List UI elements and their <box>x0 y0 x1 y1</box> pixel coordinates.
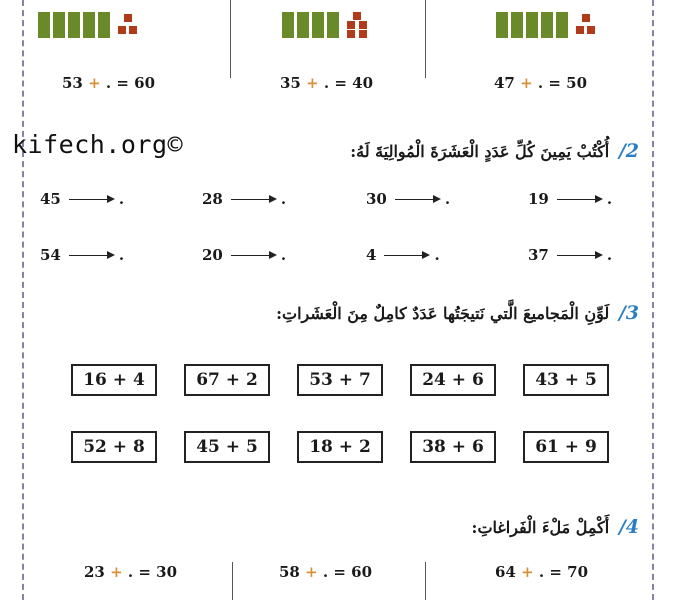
sum-box[interactable]: 38 + 6 <box>410 431 496 463</box>
answer-blank[interactable]: . <box>434 246 440 264</box>
base-ten-blocks-3 <box>496 12 598 38</box>
column-separator <box>425 0 426 78</box>
arrow-icon <box>395 199 439 200</box>
column-separator <box>425 562 426 600</box>
arrow-icon <box>557 199 601 200</box>
arrow-item <box>528 246 612 264</box>
section-3-number: 3/ <box>618 302 639 324</box>
answer-blank[interactable]: . <box>118 246 125 264</box>
section-4-instruction: أَكْمِلْ مَلْءَ الْفَراغاتِ: <box>471 518 610 537</box>
equation-4: 23 + . = 30 <box>84 563 178 581</box>
sum-box[interactable]: 24 + 6 <box>410 364 496 396</box>
start-number: 45 <box>40 190 61 208</box>
arrow-item <box>202 246 286 264</box>
sum-box[interactable]: 61 + 9 <box>523 431 609 463</box>
answer-blank[interactable]: . <box>606 190 613 208</box>
column-separator <box>230 0 231 78</box>
answer-blank[interactable]: . <box>118 190 125 208</box>
arrow-item <box>40 190 124 208</box>
equation-1: 53 + . = 60 <box>62 74 156 92</box>
start-number: 28 <box>202 190 223 208</box>
column-separator <box>232 562 233 600</box>
arrow-icon <box>231 255 275 256</box>
section-2-number: 2/ <box>618 140 639 162</box>
answer-blank[interactable]: . <box>606 246 613 264</box>
answer-blank[interactable]: . <box>444 190 451 208</box>
section-3-instruction: لَوِّنِ الْمَجاميعَ الَّتي نَتيجَتُها عَدَدٌ كامِلٌ مِنَ الْعَشَراتِ: <box>276 304 610 323</box>
sum-box[interactable]: 16 + 4 <box>71 364 157 396</box>
start-number: 54 <box>40 246 61 264</box>
section-2-title <box>350 140 639 162</box>
base-ten-blocks-1 <box>38 12 140 38</box>
equation-3: 47 + . = 50 <box>494 74 588 92</box>
arrow-item <box>40 246 124 264</box>
section-3-title <box>276 302 639 324</box>
start-number: 30 <box>366 190 387 208</box>
sum-box[interactable]: 45 + 5 <box>184 431 270 463</box>
section-4-title <box>472 516 639 538</box>
arrow-item <box>366 190 450 208</box>
arrow-item <box>366 246 440 264</box>
sum-box[interactable]: 53 + 7 <box>297 364 383 396</box>
sum-box[interactable]: 43 + 5 <box>523 364 609 396</box>
sum-box[interactable]: 52 + 8 <box>71 431 157 463</box>
sum-box[interactable]: 67 + 2 <box>184 364 270 396</box>
start-number: 37 <box>528 246 549 264</box>
start-number: 4 <box>366 246 377 264</box>
arrow-icon <box>69 199 113 200</box>
start-number: 19 <box>528 190 549 208</box>
arrow-icon <box>69 255 113 256</box>
start-number: 20 <box>202 246 223 264</box>
equation-5: 58 + . = 60 <box>279 563 373 581</box>
arrow-icon <box>231 199 275 200</box>
left-dashed-margin <box>22 0 24 600</box>
section-4-number: 4/ <box>618 516 639 538</box>
sum-box[interactable]: 18 + 2 <box>297 431 383 463</box>
arrow-item <box>528 190 612 208</box>
equation-2: 35 + . = 40 <box>280 74 374 92</box>
base-ten-blocks-2 <box>282 12 373 38</box>
answer-blank[interactable]: . <box>280 246 287 264</box>
equation-6: 64 + . = 70 <box>495 563 589 581</box>
watermark: kifech.org© <box>12 130 184 159</box>
arrow-item <box>202 190 286 208</box>
arrow-icon <box>557 255 601 256</box>
answer-blank[interactable]: . <box>280 190 287 208</box>
right-dashed-margin <box>652 0 654 600</box>
section-2-instruction: أُكْتُبْ يَمِينَ كُلِّ عَدَدٍ الْعَشَرَةَ الْمُوالِيَةَ لَهُ: <box>350 142 610 161</box>
arrow-icon <box>384 255 428 256</box>
